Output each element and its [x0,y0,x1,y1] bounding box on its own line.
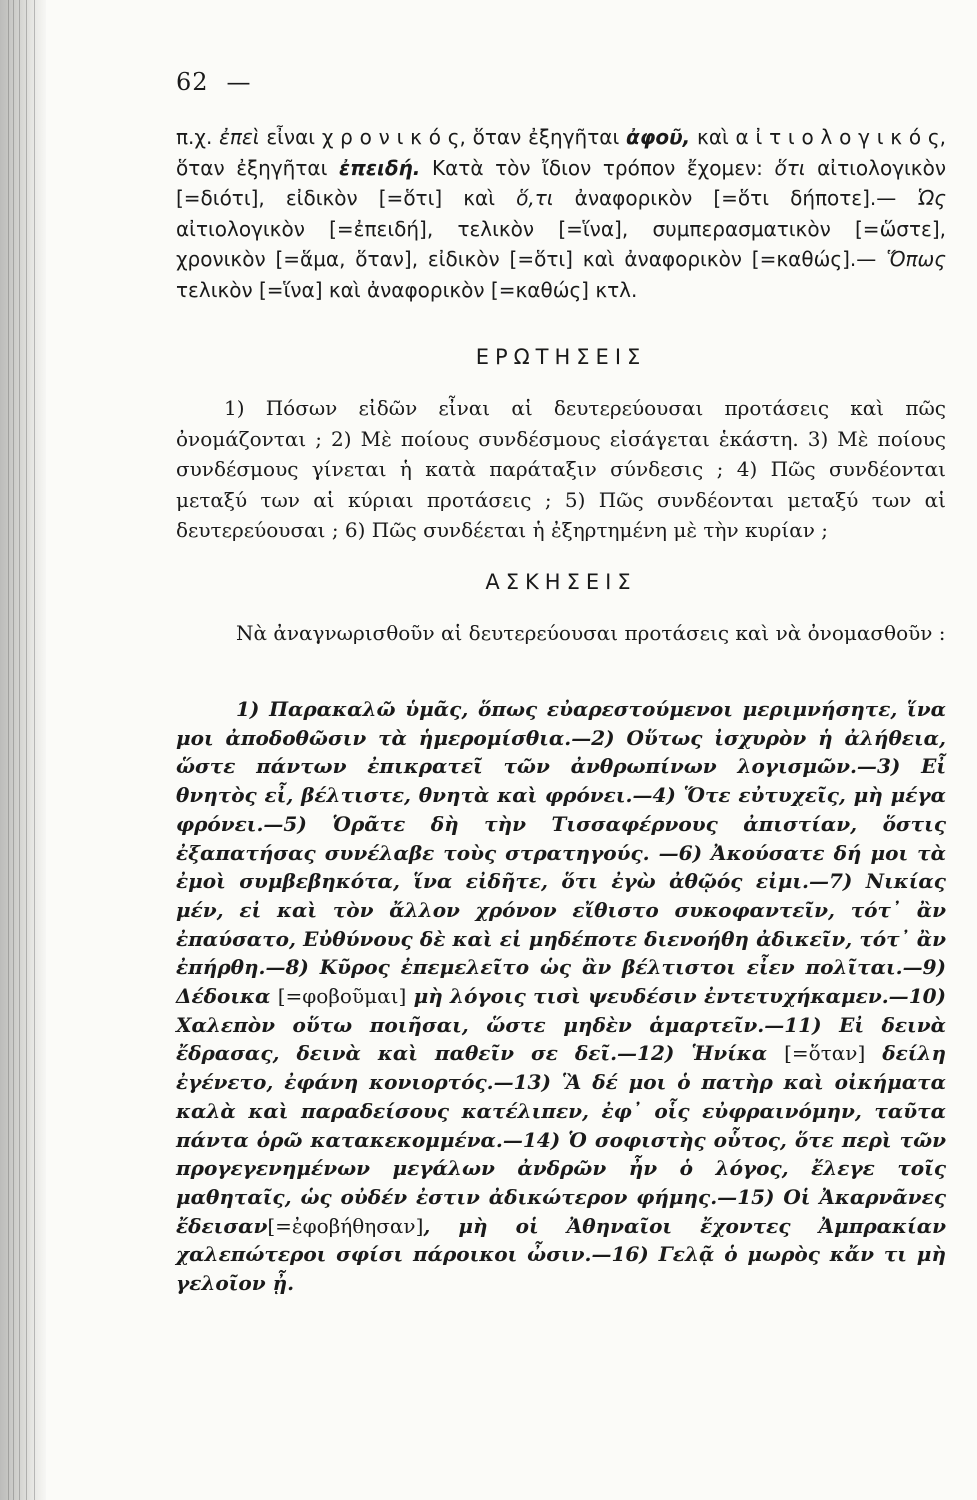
exercise-item: 6) Ἀκούσατε δή μοι τὰ ἐμοὶ συμβεβηκότα, ἵνα εἰδῆτε, ὅτι ἐγὼ ἀθῷός εἰμι.— [176,840,946,894]
binding-line [19,0,20,1500]
exercises-list [176,695,946,1298]
exercise-item: 14) Ὁ σοφιστὴς οὗτος, ὅτε περὶ τῶν προγεγενημένων μεγάλων ἀνδρῶν ἦν ὁ λόγος, ἔλεγε τοῖς μαθηταῖς, ὡς οὐδέν ἐστιν ἀδικώτερον φήμης.— [176,1127,946,1209]
questions-heading: ΕΡΩΤΗΣΕΙΣ [475,345,647,369]
exercise-item: 1) Παρακαλῶ ὑμᾶς, ὅπως εὐαρεστούμενοι μεριμνήσητε, ἵνα μοι ἀποδοθῶσιν τὰ ἡμερομίσθια.— [176,697,946,750]
intro-text: εἶναι χ ρ ο ν ι κ ό ς, ὅταν ἐξηγῆται [259,125,627,149]
exercise-item: 3) Εἶ θνητὸς εἶ, βέλτιστε, θνητὰ καὶ φρόνει.— [176,754,947,808]
intro-paragraph [176,122,946,305]
questions-paragraph: 1) Πόσων εἰδῶν εἶναι αἱ δευτερεύουσαι προτάσεις καὶ πῶς ὀνομάζονται ; 2) Μὲ ποίους συνδέσμους εἰσάγεται ἑκάστη. 3) Μὲ ποίους συνδέσμους γίνεται ἡ κατὰ παράταξιν σύνδεσις ; 4) Πῶς συνδέονται μεταξύ των αἱ κύριαι προτάσεις ; 5) Πῶς συνδέονται μεταξύ των αἱ δευτερεύουσαι ; 6) Πῶς συνδέεται ἡ ἐξηρτημένη μὲ τὴν κυρίαν ; [176,396,946,542]
exercise-item: 10) Χαλεπὸν οὕτω ποιῆσαι, ὥστε μηδὲν ἁμαρτεῖν.— [176,984,946,1037]
exercise-item: 11) Εἰ δεινὰ ἔδρασας, δεινὰ καὶ παθεῖν σε δεῖ.— [176,1012,947,1066]
exercise-item: 16) Γελᾷ ὁ μωρὸς κἄν τι μὴ γελοῖον ᾖ. [176,1242,946,1296]
exercise-item: 8) Κῦρος ἐπεμελεῖτο ὡς ἂν βέλτιστοι εἶεν πολῖται.— [285,955,923,980]
intro-example-word: ἐπεὶ [219,125,260,149]
intro-text: ἀναφορικὸν [=ὅτι δήποτε].— [553,186,918,210]
binding-line [34,0,35,1500]
exercise-item: 15) Οἱ Ἀκαρνᾶνες ἔδεισαν [176,1184,946,1238]
page-number: 62 [176,68,209,96]
exercise-gloss: [=ὅταν] [784,1041,866,1066]
intro-example-word: ὅτι [774,155,806,180]
exercise-item: 2) Οὕτως ἰσχυρὸν ἡ ἀλήθεια, ὥστε πάντων ἐπικρατεῖ τῶν ἀνθρωπίνων λογισμῶν.— [176,725,946,779]
header-dash: — [226,68,252,96]
binding-line [8,0,9,1500]
intro-example-word: ἀφοῦ, [626,125,691,149]
exercise-item: μὴ λόγοις τισὶ ψευδέσιν ἐντετυχήκαμεν.— [406,984,909,1009]
intro-text: αἰτιολογικὸν [=διότι], εἰδικὸν [=ὅτι] καὶ [176,155,946,210]
intro-text: τελικὸν [=ἵνα] καὶ ἀναφορικὸν [=καθώς] κτλ. [176,277,638,302]
page-header [176,68,252,96]
intro-example-word: ἐπειδή. [338,155,421,180]
exercise-gloss: [=ἐφοβήθησαν] [267,1213,424,1238]
book-binding-shadow [0,0,46,1500]
exercise-item: 12) Ἡνίκα [637,1041,785,1066]
intro-example-word: ὅ,τι [516,186,554,210]
exercise-item: 4) Ὅτε εὐτυχεῖς, μὴ μέγα φρόνει.— [176,783,947,836]
exercise-gloss: [=φοβοῦμαι] [277,984,407,1009]
binding-line [13,0,14,1500]
intro-text: αἰτιολογικὸν [=ἐπειδή], τελικὸν [=ἵνα], συμπερασματικὸν [=ὥστε], χρονικὸν [=ἅμα, ὅταν], εἰδικὸν [=ὅτι] καὶ ἀναφορικὸν [=καθώς].— [176,216,946,271]
intro-text: π.χ. [176,125,220,149]
exercise-item: , μὴ οἱ Ἀθηναῖοι ἔχοντες Ἀμπρακίαν χαλεπώτεροι σφίσι πάροικοι ὦσιν.— [176,1213,946,1267]
exercise-item: δείλη ἐγένετο, ἐφάνη κονιορτός.— [176,1041,946,1095]
binding-line [26,0,27,1500]
intro-text: καὶ α ἰ τ ι ο λ ο γ ι κ ό ς, ὅταν ἐξηγῆται [176,125,947,180]
exercise-item: 13) Ἃ δέ μοι ὁ πατὴρ καὶ οἰκήματα καλὰ καὶ παραδείσους κατέλιπεν, ἐφ᾽ οἷς εὐφραινόμην, ταῦτα πάντα ὁρῶ κατακεκομμένα.— [176,1070,947,1152]
exercise-item: 7) Νικίας μέν, εἰ καὶ τὸν ἄλλον χρόνον εἴθιστο συκοφαντεῖν, τότ᾽ ἂν ἐπαύσατο, Εὐθύνους δὲ καὶ εἰ μηδέποτε διενοήθη ἀδικεῖν, τότ᾽ ἂν ἐπήρθη.— [176,869,946,980]
intro-example-word: Ὅπως [886,247,946,271]
exercises-instruction: Νὰ ἀναγνωρισθοῦν αἱ δευτερεύουσαι προτάσεις καὶ νὰ ὀνομασθοῦν : [236,621,946,645]
exercise-item: 5) Ὁρᾶτε δὴ τὴν Τισσαφέρνους ἀπιστίαν, ὅστις ἐξαπατήσας συνέλαβε τοὺς στρατηγούς. — [176,811,946,865]
exercise-item: 9) Δέδοικα [176,955,946,1009]
exercises-heading: ΑΣΚΗΣΕΙΣ [485,570,637,594]
intro-example-word: Ὡς [917,186,946,210]
intro-text: Κατὰ τὸν ἴδιον τρόπον ἔχομεν: [420,155,775,180]
